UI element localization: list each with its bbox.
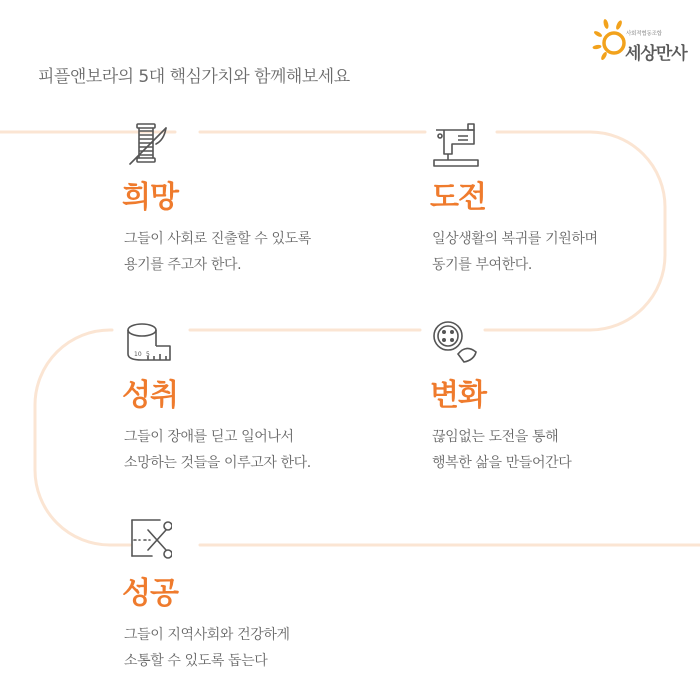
- value-description: [432, 424, 700, 476]
- description-line: 그들이 사회로 진출할 수 있도록: [124, 231, 311, 247]
- value-title: 변화: [430, 378, 486, 413]
- description-line: 끊임없는 도전을 통해: [432, 429, 559, 445]
- value-title: 도전: [430, 180, 486, 215]
- description-line: 그들이 지역사회와 건강하게: [124, 627, 290, 643]
- description-line: 일상생활의 복귀를 기원하며: [432, 231, 598, 247]
- description-line: 행복한 삶을 만들어간다: [432, 455, 572, 471]
- logo-subtitle: 사회적협동조합: [626, 31, 662, 37]
- button-icon: [430, 318, 480, 368]
- thread-spool-needle-icon: [122, 120, 172, 170]
- value-title: 성공: [122, 576, 178, 611]
- value-description: [124, 226, 414, 278]
- value-title: 성취: [122, 378, 178, 413]
- logo: [592, 16, 692, 76]
- scissors-icon: [122, 516, 172, 566]
- value-description: [124, 622, 414, 674]
- logo-title: 세상만사: [625, 44, 687, 64]
- value-description: [432, 226, 700, 278]
- description-line: 동기를 부여한다.: [432, 257, 532, 273]
- description-line: 소망하는 것들을 이루고자 한다.: [124, 455, 311, 471]
- tape-measure-icon: [122, 318, 172, 368]
- description-line: 용기를 주고자 한다.: [124, 257, 242, 273]
- svg-text:5: 5: [146, 351, 150, 358]
- value-description: [124, 424, 414, 476]
- svg-text:10: 10: [134, 351, 142, 358]
- description-line: 소통할 수 있도록 돕는다: [124, 653, 268, 669]
- intro-heading: 피플앤보라의 5대 핵심가치와 함께해보세요: [38, 67, 350, 87]
- value-title: 희망: [122, 180, 178, 215]
- description-line: 그들이 장애를 딛고 일어나서: [124, 429, 294, 445]
- sewing-machine-icon: [430, 120, 480, 170]
